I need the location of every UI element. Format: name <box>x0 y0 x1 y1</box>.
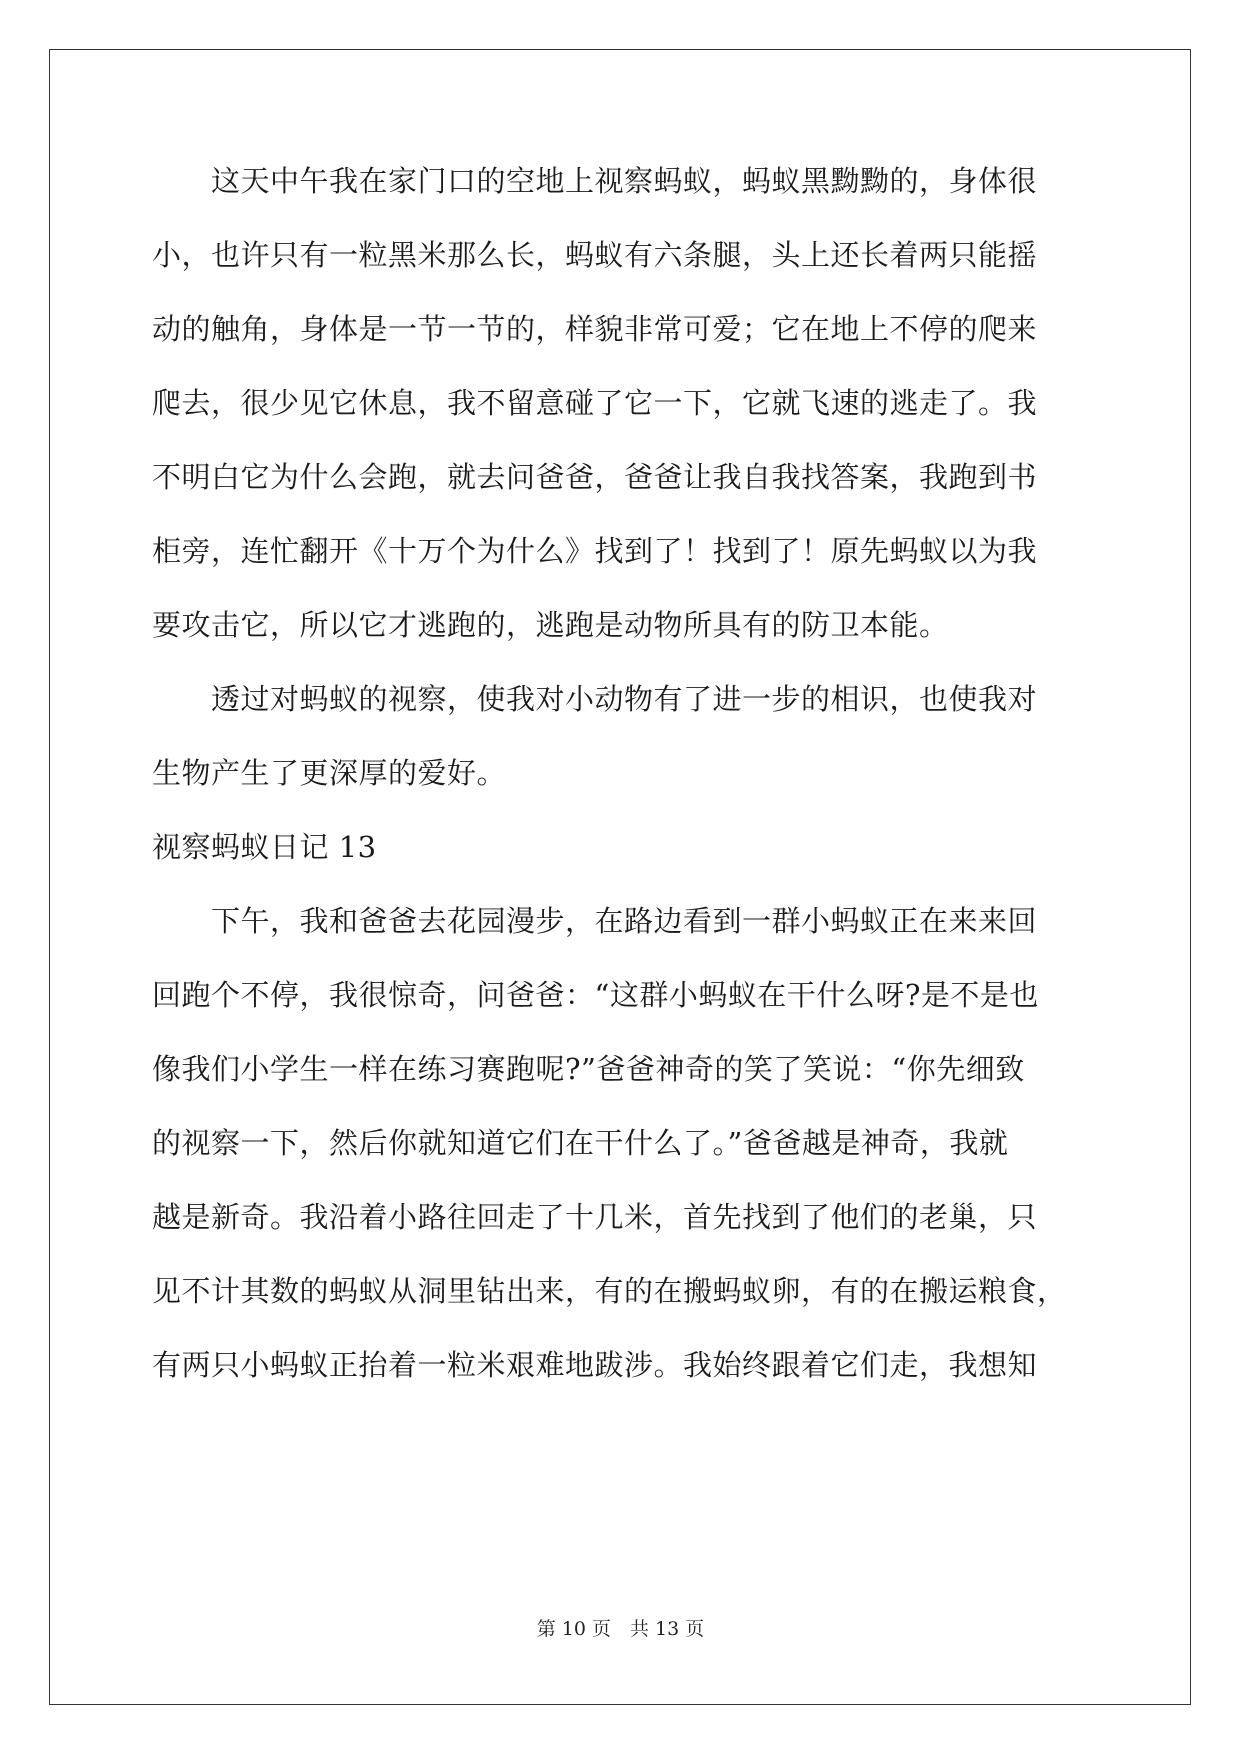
text-line: 像我们小学生一样在练习赛跑呢?”爸爸神奇的笑了笑说：“你先细致 <box>152 1052 1025 1086</box>
text-line: 爬去，很少见它休息，我不留意碰了它一下，它就飞速的逃走了。我 <box>152 386 1038 420</box>
text-line: 柜旁，连忙翻开《十万个为什么》找到了！找到了！原先蚂蚁以为我 <box>152 534 1038 568</box>
page-number-footer: 第 10 页 共 13 页 <box>536 1618 705 1640</box>
text-line: 的视察一下，然后你就知道它们在干什么了。”爸爸越是神奇，我就 <box>152 1126 1009 1160</box>
text-line: 小，也许只有一粒黑米那么长，蚂蚁有六条腿，头上还长着两只能摇 <box>152 238 1038 272</box>
text-line: 这天中午我在家门口的空地上视察蚂蚁，蚂蚁黑黝黝的，身体很 <box>152 164 1038 198</box>
section-heading: 视察蚂蚁日记 13 <box>152 830 377 864</box>
text-line: 有两只小蚂蚁正抬着一粒米艰难地跋涉。我始终跟着它们走，我想知 <box>152 1348 1038 1382</box>
text-line: 要攻击它，所以它才逃跑的，逃跑是动物所具有的防卫本能。 <box>152 608 949 642</box>
text-line: 动的触角，身体是一节一节的，样貌非常可爱；它在地上不停的爬来 <box>152 312 1038 346</box>
text-line: 不明白它为什么会跑，就去问爸爸，爸爸让我自我找答案，我跑到书 <box>152 460 1038 494</box>
text-line: 生物产生了更深厚的爱好。 <box>152 756 507 790</box>
text-line: 下午，我和爸爸去花园漫步，在路边看到一群小蚂蚁正在来来回 <box>152 904 1038 938</box>
text-line: 越是新奇。我沿着小路往回走了十几米，首先找到了他们的老巢，只 <box>152 1200 1038 1234</box>
text-line: 见不计其数的蚂蚁从洞里钻出来，有的在搬蚂蚁卵，有的在搬运粮食， <box>152 1274 1067 1308</box>
text-line: 回跑个不停，我很惊奇，问爸爸：“这群小蚂蚁在干什么呀?是不是也 <box>152 978 1039 1012</box>
text-line: 透过对蚂蚁的视察，使我对小动物有了进一步的相识，也使我对 <box>152 682 1038 716</box>
page-border <box>49 49 1191 1705</box>
